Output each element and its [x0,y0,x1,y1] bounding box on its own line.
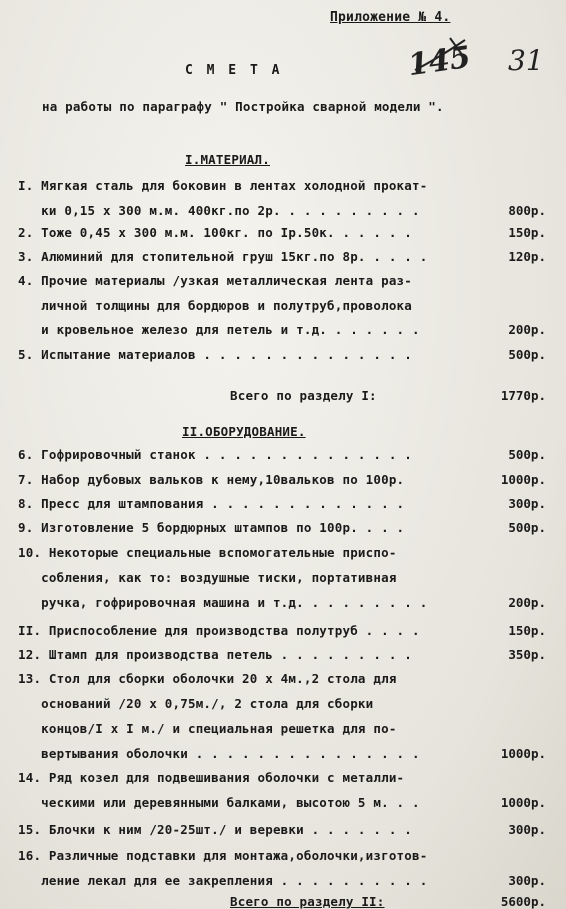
item-line: оснований /20 х 0,75м./, 2 стола для сборки [18,696,374,711]
item-amount: 150р. [508,623,546,638]
item-line: 14. Ряд козел для подвешивания оболочки с металли- [18,770,405,785]
item-line: концов/I х I м./ и специальная решетка для по- [18,721,397,736]
item-line: ки 0,15 х 300 м.м. 400кг.по 2р. . . . . . . . . . [18,202,420,218]
item-line: 13. Стол для сборки оболочки 20 х 4м.,2 стола для [18,671,397,686]
section1-total-amount: 1770р. [500,388,546,403]
handwritten-mark [405,30,475,80]
section2-heading: II.ОБОРУДОВАНИЕ. [182,424,306,439]
item-line: личной толщины для бордюров и полутруб,проволока [18,297,413,313]
item-line: 4. Прочие материалы /узкая металлическая лента раз- [18,273,413,288]
handwritten-stroke [450,38,463,56]
item-line: 9. Изготовление 5 бордюрных штампов по 100р. . . . [18,520,405,535]
item-line: 10. Некоторые специальные вспомогательные приспо- [18,545,397,560]
section2-total-amount: 5600р. [500,894,546,909]
section1-total-label: Всего по разделу I: [230,388,377,403]
item-line: ление лекал для ее закрепления . . . . . . . . . . [18,873,428,888]
item-amount: 500р. [508,347,546,362]
item-amount: 1000р. [500,472,546,487]
item-line: 8. Пресс для штампования . . . . . . . . . . . . . [18,496,405,511]
item-line: 12. Штамп для производства петель . . . . . . . . . [18,647,413,662]
item-line: вертывания оболочки . . . . . . . . . . . . . . . [18,746,420,761]
item-line: и кровельное железо для петель и т.д. . . . . . . [18,322,420,337]
item-amount: 120р. [508,249,546,264]
item-amount: 500р. [508,520,546,535]
item-amount: 200р. [508,322,546,337]
item-amount: 1000р. [500,746,546,761]
appendix-label: Приложение № 4. [330,10,451,25]
item-line: 6. Гофрировочный станок . . . . . . . . . . . . . . [18,447,413,462]
item-line: собления, как то: воздушные тиски, портативная [18,570,397,585]
item-line: II. Приспособление для производства полутруб . . . . [18,623,420,638]
item-amount: 300р. [508,496,546,511]
document-title: С М Е Т А [185,63,283,78]
item-line: 15. Блочки к ним /20-25шт./ и веревки . . . . . . . [18,822,413,837]
item-line: I. Мягкая сталь для боковин в лентах холодной прокат- [18,178,428,193]
item-amount: 500р. [508,447,546,462]
item-line: 2. Тоже 0,45 х 300 м.м. 100кг. по Iр.50к. . . . . . [18,225,413,240]
item-amount: 350р. [508,647,546,662]
item-amount: 1000р. [500,795,546,810]
item-amount: 200р. [508,595,546,610]
item-line: ческими или деревянными балками, высотою 5 м. . . [18,795,420,810]
item-amount: 800р. [508,202,546,218]
handwritten-archive-code-text: 145 [405,39,473,84]
item-line: 3. Алюминий для стопительной груш 15кг.по 8р. . . . . [18,249,428,264]
item-amount: 300р. [508,822,546,837]
section1-heading: I.МАТЕРИАЛ. [185,152,270,167]
item-amount: 300р. [508,873,546,888]
item-amount: 150р. [508,225,546,240]
item-line: 7. Набор дубовых вальков к нему,10вальков по 100р. [18,472,405,487]
item-line: 16. Различные подставки для монтажа,оболочки,изготов- [18,848,428,863]
handwritten-stroke [415,40,465,70]
item-line: ручка, гофрировочная машина и т.д. . . . . . . . . [18,595,428,610]
handwritten-page-number: 31 [508,44,544,77]
section2-total-label: Всего по разделу II: [230,894,385,909]
document-subtitle: на работы по параграфу " Постройка сварной модели ". [42,99,444,114]
item-line: 5. Испытание материалов . . . . . . . . . . . . . . [18,347,413,362]
